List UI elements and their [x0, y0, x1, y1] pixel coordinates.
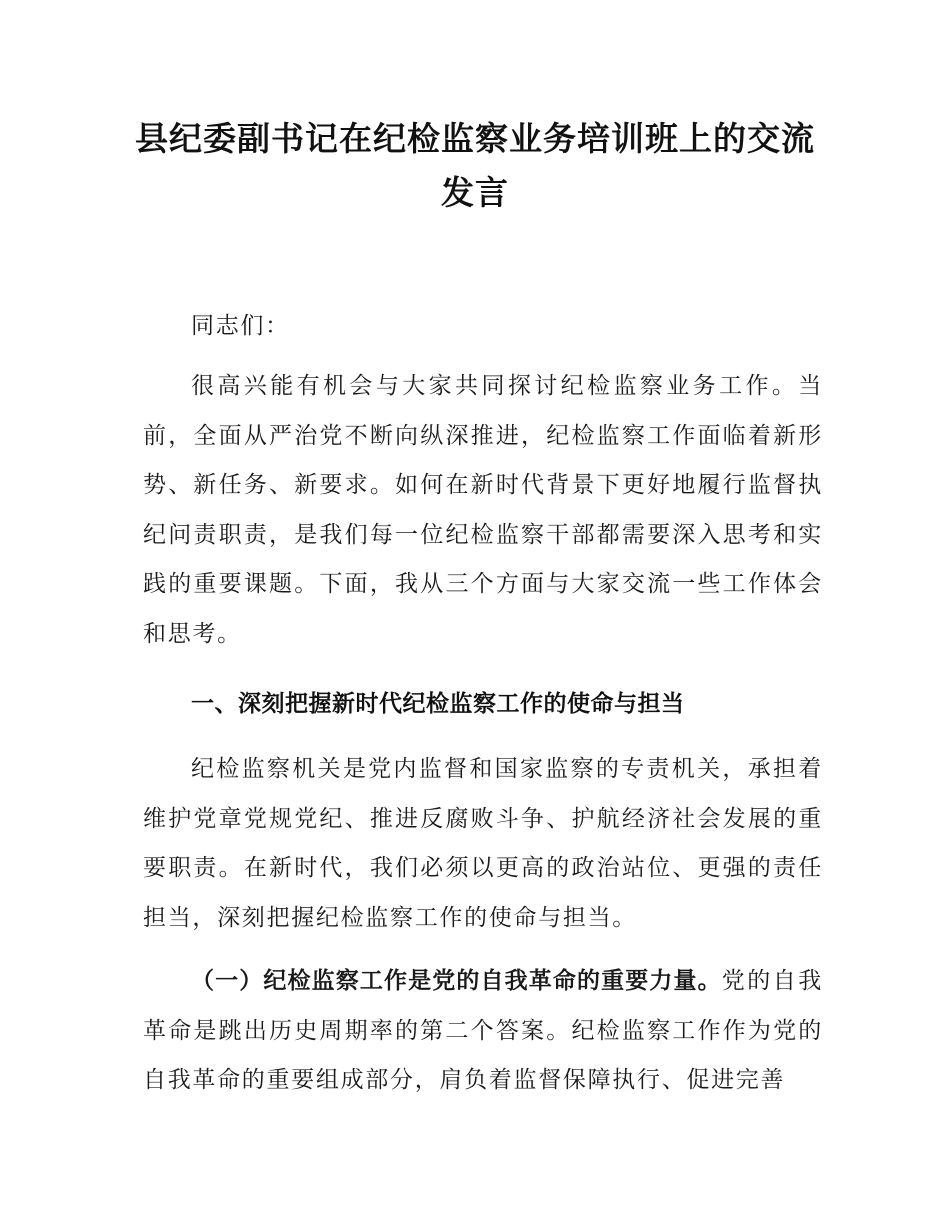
document-title: 县纪委副书记在纪检监察业务培训班上的交流发言	[135, 119, 815, 212]
subsection-heading-1: （一）纪检监察工作是党的自我革命的重要力量。	[191, 968, 722, 994]
salutation: 同志们：	[191, 313, 290, 339]
subsection-1-paragraph	[143, 957, 823, 1106]
subsection-1-text: 党的自我革命是跳出历史周期率的第二个答案。纪检监察工作作为党的自我革命的重要组成部分，肩负着监督保障执行、促进完善	[143, 968, 823, 1093]
section-1-paragraph: 纪检监察机关是党内监督和国家监察的专责机关，承担着维护党章党规党纪、推进反腐败斗争、护航经济社会发展的重要职责。在新时代，我们必须以更高的政治站位、更强的责任担当，深刻把握纪检监察工作的使命与担当。	[143, 756, 823, 931]
intro-paragraph: 很高兴能有机会与大家共同探讨纪检监察业务工作。当前，全面从严治党不断向纵深推进，纪检监察工作面临着新形势、新任务、新要求。如何在新时代背景下更好地履行监督执纪问责职责，是我们每一位纪检监察干部都需要深入思考和实践的重要课题。下面，我从三个方面与大家交流一些工作体会和思考。	[143, 373, 823, 647]
section-heading-1: 一、深刻把握新时代纪检监察工作的使命与担当	[191, 691, 685, 717]
